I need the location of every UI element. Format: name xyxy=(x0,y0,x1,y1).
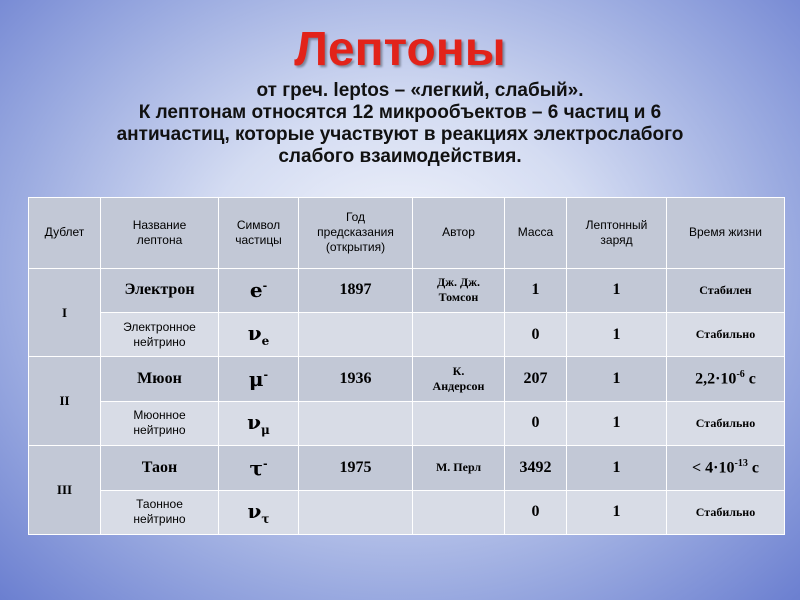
author xyxy=(413,313,505,357)
page-title: Лептоны xyxy=(294,23,506,76)
particle-symbol: $\nu_\tau$ xyxy=(219,490,299,534)
subtitle xyxy=(0,80,800,168)
mass: 0 xyxy=(505,490,567,534)
lifetime: < $4\cdot 10^{-13}$ с xyxy=(667,446,785,490)
subtitle-line-3: античастиц, которые участвуют в реакциях электрослабого xyxy=(116,124,684,145)
lepton-name: Мюонное нейтрино xyxy=(101,401,219,445)
lifetime: $2,2\cdot 10^{-6}$ с xyxy=(667,357,785,401)
discovery-year xyxy=(299,401,413,445)
particle-symbol: τ- xyxy=(219,446,299,490)
doublet-cell: II xyxy=(29,357,101,446)
lepton-name: Таонное нейтрино xyxy=(101,490,219,534)
mass: 0 xyxy=(505,313,567,357)
lepton-charge: 1 xyxy=(567,268,667,312)
header-mass: Масса xyxy=(505,198,567,269)
lepton-charge: 1 xyxy=(567,446,667,490)
discovery-year: 1975 xyxy=(299,446,413,490)
lifetime: Стабильно xyxy=(667,313,785,357)
table-row xyxy=(29,446,785,490)
mass: 207 xyxy=(505,357,567,401)
header-doublet: Дублет xyxy=(29,198,101,269)
header-charge: Лептонный заряд xyxy=(567,198,667,269)
particle-symbol: μ- xyxy=(219,357,299,401)
table-header-row xyxy=(29,198,785,269)
author xyxy=(413,401,505,445)
mass: 0 xyxy=(505,401,567,445)
discovery-year: 1936 xyxy=(299,357,413,401)
lepton-charge: 1 xyxy=(567,490,667,534)
subtitle-line-1: от греч. leptos – «легкий, слабый». xyxy=(256,80,584,101)
mass: 1 xyxy=(505,268,567,312)
subtitle-line-2: К лептонам относятся 12 микрообъектов – 6 частиц и 6 xyxy=(138,102,662,123)
lifetime: Стабилен xyxy=(667,268,785,312)
lepton-name: Мюон xyxy=(101,357,219,401)
mass: 3492 xyxy=(505,446,567,490)
discovery-year xyxy=(299,313,413,357)
header-name: Название лептона xyxy=(101,198,219,269)
header-symbol: Символ частицы xyxy=(219,198,299,269)
lepton-name: Электронное нейтрино xyxy=(101,313,219,357)
lifetime: Стабильно xyxy=(667,490,785,534)
author: К. Андерсон xyxy=(413,357,505,401)
lepton-name: Таон xyxy=(101,446,219,490)
particle-symbol: $\nu_\mu$ xyxy=(219,401,299,445)
header-lifetime: Время жизни xyxy=(667,198,785,269)
leptons-table xyxy=(28,197,785,535)
discovery-year: 1897 xyxy=(299,268,413,312)
subtitle-line-4: слабого взаимодействия. xyxy=(278,146,522,167)
table-row xyxy=(29,490,785,534)
header-year: Год предсказания (открытия) xyxy=(299,198,413,269)
table-row xyxy=(29,313,785,357)
header-author: Автор xyxy=(413,198,505,269)
lepton-charge: 1 xyxy=(567,401,667,445)
lepton-charge: 1 xyxy=(567,357,667,401)
table-row xyxy=(29,357,785,401)
doublet-cell: III xyxy=(29,446,101,535)
author: М. Перл xyxy=(413,446,505,490)
particle-symbol: e- xyxy=(219,268,299,312)
lepton-charge: 1 xyxy=(567,313,667,357)
table-row xyxy=(29,401,785,445)
particle-symbol: $\nu_e$ xyxy=(219,313,299,357)
author xyxy=(413,490,505,534)
table-row xyxy=(29,268,785,312)
discovery-year xyxy=(299,490,413,534)
author: Дж. Дж. Томсон xyxy=(413,268,505,312)
lifetime: Стабильно xyxy=(667,401,785,445)
lepton-name: Электрон xyxy=(101,268,219,312)
doublet-cell: I xyxy=(29,268,101,357)
